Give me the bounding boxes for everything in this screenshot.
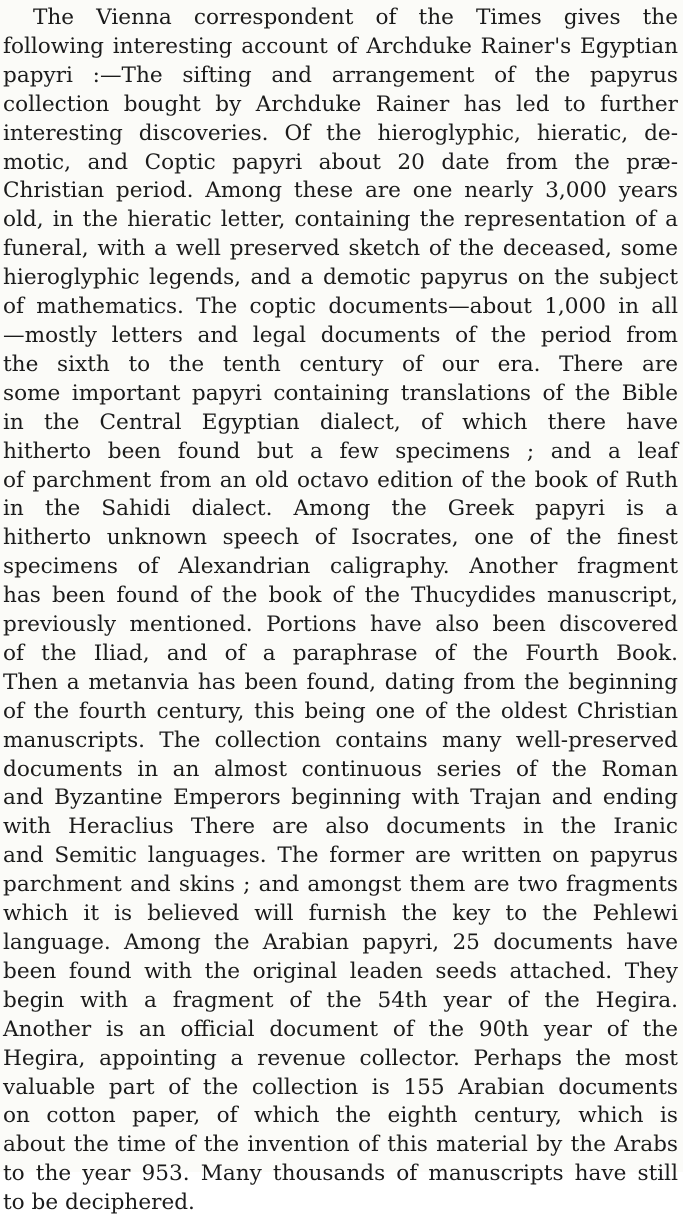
article-line: language. Among the Arabian papyri, 25 documents have	[3, 930, 678, 955]
article-line: collection bought by Archduke Rainer has led to further	[3, 91, 678, 117]
article-line: specimens of Alexandrian caligraphy. Another fragment	[3, 554, 678, 580]
article-line: to be deciphered.	[3, 1190, 195, 1216]
article-line: The Vienna correspondent of the Times gives the	[33, 5, 678, 30]
article-line: on cotton paper, of which the eighth century, which is	[3, 1103, 678, 1129]
article-line: manuscripts. The collection contains many well-preserved	[3, 727, 678, 753]
article-line: —mostly letters and legal documents of the period from	[3, 322, 678, 348]
article-line: of the Iliad, and of a paraphrase of the Fourth Book.	[3, 640, 678, 666]
article-line: old, in the hieratic letter, containing the representation of a	[3, 207, 678, 233]
article-line: been found with the original leaden seeds attached. They	[3, 958, 678, 984]
article-line: of mathematics. The coptic documents—about 1,000 in all	[3, 294, 678, 320]
article-line: Then a metanvia has been found, dating from the beginning	[3, 669, 678, 695]
article-line: Another is an official document of the 90th year of the	[3, 1016, 678, 1042]
article-line: has been found of the book of the Thucydides manuscript,	[3, 583, 678, 609]
article-line: which it is believed will furnish the key to the Pehlewi	[3, 901, 678, 927]
article-line: valuable part of the collection is 155 Arabian documents	[3, 1074, 678, 1100]
article-line: parchment and skins ; and amongst them are two fragments	[3, 872, 678, 898]
article-line: of the fourth century, this being one of the oldest Christian	[3, 698, 678, 724]
article-line: in the Sahidi dialect. Among the Greek papyri is a	[3, 496, 678, 522]
article-line: Christian period. Among these are one nearly 3,000 years	[3, 178, 678, 204]
article-line: about the time of the invention of this material by the Arabs	[3, 1132, 678, 1158]
article-line: the sixth to the tenth century of our era. There are	[3, 351, 678, 377]
article-line: papyri :—The sifting and arrangement of the papyrus	[3, 62, 678, 88]
article-line: hitherto unknown speech of Isocrates, one of the finest	[3, 525, 678, 551]
article-line: motic, and Coptic papyri about 20 date from the præ-	[3, 149, 678, 175]
article-line: Hegira, appointing a revenue collector. Perhaps the most	[3, 1045, 678, 1071]
article-line: following interesting account of Archduke Rainer's Egyptian	[3, 33, 678, 59]
article-line: documents in an almost continuous series of the Roman	[3, 756, 678, 782]
article-line: in the Central Egyptian dialect, of which there have	[3, 409, 678, 435]
article-line: previously mentioned. Portions have also been discovered	[3, 612, 678, 638]
article-line: interesting discoveries. Of the hieroglyphic, hieratic, de-	[3, 120, 678, 146]
article-line: of parchment from an old octavo edition of the book of Ruth	[3, 467, 678, 493]
article-line: hitherto been found but a few specimens ; and a leaf	[3, 438, 678, 464]
article-line: funeral, with a well preserved sketch of the deceased, some	[3, 236, 678, 262]
article-line: with Heraclius There are also documents in the Iranic	[3, 814, 678, 840]
article-line: hieroglyphic legends, and a demotic papyrus on the subject	[3, 265, 678, 291]
article-line: begin with a fragment of the 54th year of the Hegira.	[3, 987, 678, 1013]
article-line: and Byzantine Emperors beginning with Trajan and ending	[3, 785, 678, 811]
article-line: some important papyri containing translations of the Bible	[3, 380, 678, 406]
article-line: to the year 953. Many thousands of manuscripts have still	[3, 1161, 678, 1187]
article-line: and Semitic languages. The former are written on papyrus	[3, 843, 678, 869]
article-body	[3, 4, 678, 1218]
